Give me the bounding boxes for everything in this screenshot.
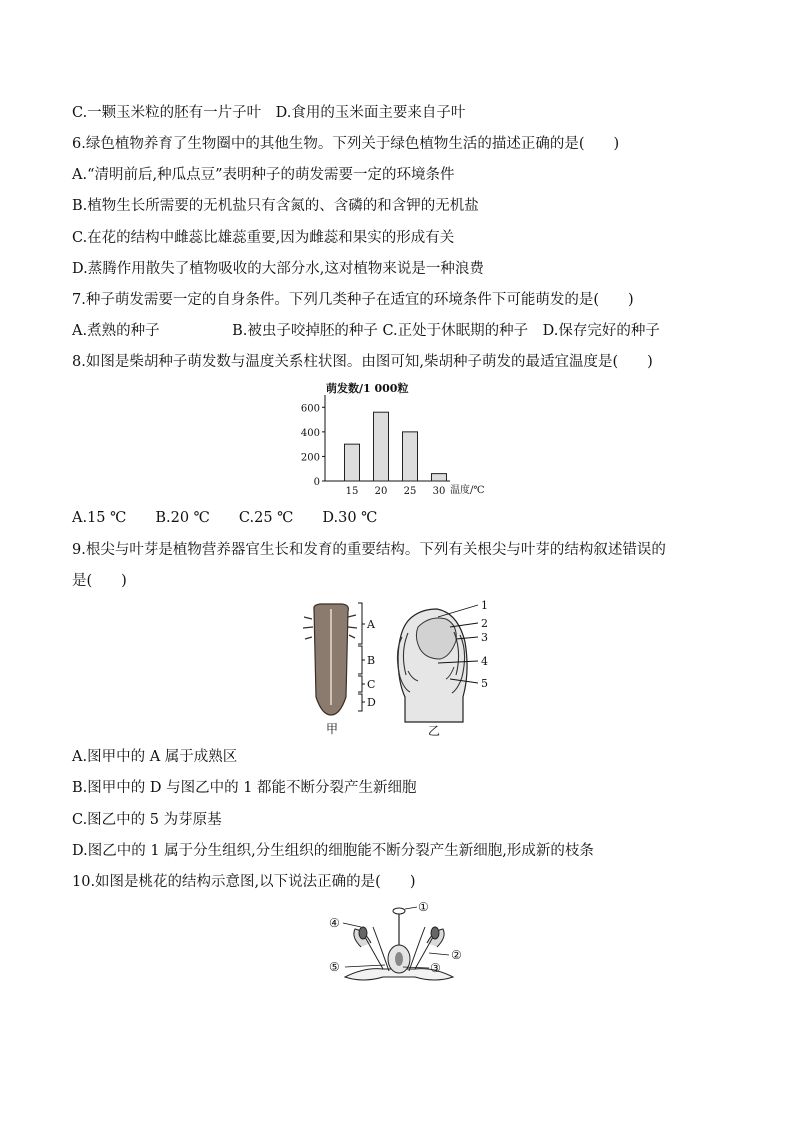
- q8-options: A.15 ℃ B.20 ℃ C.25 ℃ D.30 ℃: [72, 510, 378, 526]
- bud-label-2: 2: [481, 617, 488, 630]
- q9-stem-line2: 是( ): [72, 573, 127, 589]
- y-tick-label: 200: [300, 452, 320, 464]
- q7-options: A.煮熟的种子 B.被虫子咬掉胚的种子 C.正处于休眠期的种子 D.保存完好的种子: [72, 323, 660, 339]
- bar-20: [374, 412, 389, 481]
- x-tick-label: 25: [403, 486, 417, 497]
- root-label-a: A: [367, 618, 375, 631]
- chart-xlabel: 温度/℃: [450, 485, 485, 496]
- x-tick-label: 30: [432, 486, 446, 497]
- bar-15: [345, 444, 360, 481]
- q9-option-b: B.图甲中的 D 与图乙中的 1 都能不断分裂产生新细胞: [72, 780, 417, 796]
- q6-stem: 6.绿色植物养育了生物圈中的其他生物。下列关于绿色植物生活的描述正确的是( ): [72, 136, 620, 152]
- flower-label-2: ②: [451, 948, 462, 962]
- bar-25: [403, 432, 418, 481]
- y-tick-label: 600: [300, 403, 320, 415]
- bud-label-1: 1: [481, 599, 488, 612]
- root-caption: 甲: [326, 722, 339, 736]
- left-anther: [359, 927, 367, 939]
- root-label-c: C: [367, 678, 376, 691]
- chart-ylabel: 萌发数/1 000粒: [326, 382, 409, 395]
- q6-option-a: A.“清明前后,种瓜点豆”表明种子的萌发需要一定的环境条件: [72, 167, 455, 183]
- bar-30: [432, 474, 447, 481]
- left-filament: [365, 937, 383, 969]
- q9-option-a: A.图甲中的 A 属于成熟区: [72, 749, 238, 765]
- root-label-b: B: [367, 654, 376, 667]
- root-tip-diagram: [303, 603, 376, 736]
- root-tip-and-bud-figure: [300, 597, 500, 739]
- peach-flower-figure: [325, 897, 473, 989]
- stigma: [393, 908, 405, 914]
- germination-bar-chart: [300, 380, 500, 500]
- x-tick-label: 20: [374, 486, 388, 497]
- bud-label-5: 5: [481, 677, 488, 690]
- bud-label-4: 4: [481, 655, 488, 668]
- flower-label-3: ③: [430, 961, 441, 975]
- q6-option-d: D.蒸腾作用散失了植物吸收的大部分水,这对植物来说是一种浪费: [72, 261, 484, 277]
- bud-caption: 乙: [428, 724, 441, 738]
- bud-label-3: 3: [481, 631, 488, 644]
- flower-label-5: ⑤: [329, 960, 340, 974]
- flower-label-4: ④: [329, 916, 340, 930]
- q6-option-c: C.在花的结构中雌蕊比雄蕊重要,因为雌蕊和果实的形成有关: [72, 230, 455, 246]
- y-tick-label: 400: [300, 427, 320, 439]
- y-tick-label: 0: [313, 477, 320, 488]
- q9-option-d: D.图乙中的 1 属于分生组织,分生组织的细胞能不断分裂产生新细胞,形成新的枝条: [72, 843, 594, 859]
- q10-stem: 10.如图是桃花的结构示意图,以下说法正确的是( ): [72, 874, 416, 890]
- ovule: [395, 952, 403, 966]
- flower-label-1: ①: [418, 900, 429, 914]
- q5-option-c: C.一颗玉米粒的胚有一片子叶 D.食用的玉米面主要来自子叶: [72, 105, 466, 121]
- right-anther: [431, 927, 439, 939]
- root-label-d: D: [367, 696, 376, 709]
- q9-option-c: C.图乙中的 5 为芽原基: [72, 812, 222, 828]
- q9-stem-line1: 9.根尖与叶芽是植物营养器官生长和发育的重要结构。下列有关根尖与叶芽的结构叙述错误的: [72, 542, 666, 558]
- q7-stem: 7.种子萌发需要一定的自身条件。下列几类种子在适宜的环境条件下可能萌发的是( ): [72, 292, 634, 308]
- x-tick-label: 15: [345, 486, 359, 497]
- leaf-bud-diagram: [397, 599, 488, 738]
- q6-option-b: B.植物生长所需要的无机盐只有含氮的、含磷的和含钾的无机盐: [72, 198, 479, 214]
- q8-stem: 8.如图是柴胡种子萌发数与温度关系柱状图。由图可知,柴胡种子萌发的最适宜温度是( ): [72, 354, 653, 370]
